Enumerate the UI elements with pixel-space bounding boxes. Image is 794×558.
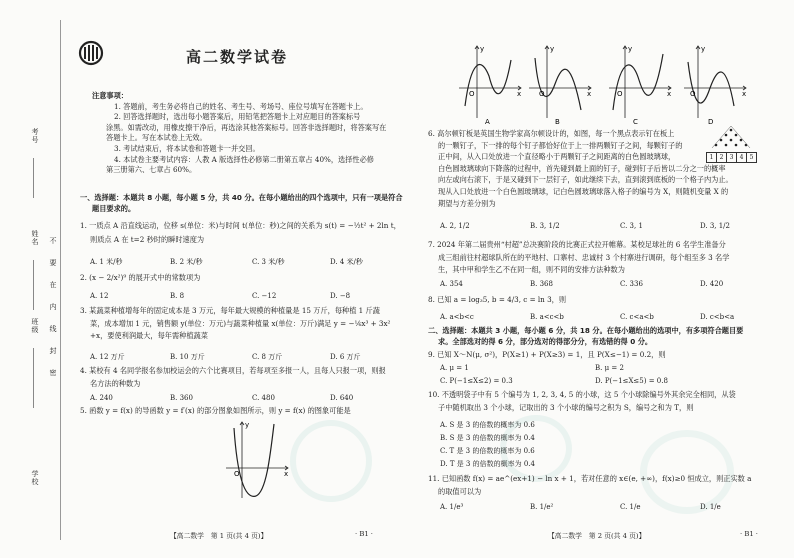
- y-axis-label: y: [628, 45, 633, 53]
- question-6: [428, 129, 733, 209]
- q3-option-b: B. 10 万斤: [170, 353, 205, 361]
- x-axis-label: x: [284, 470, 289, 478]
- q6-line: 向左或向右滚下，于是又碰到下一层钉子，如此继续下去，直到滚到底板的一个格子内为止。: [438, 175, 733, 185]
- q7-option-d: D. 420: [700, 280, 724, 288]
- section-2-heading: 二、选择题：本题共 3 小题，每小题 6 分，共 18 分。在每小题给出的选项中，有多项符合题目要: [428, 326, 744, 335]
- section-2: [428, 326, 743, 347]
- q1-stem-2: 则质点 A 在 t=2 秒时的瞬时速度为: [90, 234, 205, 244]
- q8-option-d: D. c<b<a: [700, 313, 735, 321]
- q11-option-b: B. 1/e²: [530, 503, 554, 511]
- q6-option-a: A. 2, 1/2: [440, 222, 470, 230]
- q10-option-b: B. S 是 3 的倍数的概率为 0.4: [440, 434, 535, 442]
- footer-right: 【高二数学 第 2 页(共 4 页)】: [548, 532, 646, 540]
- q10-option-c: C. T 是 3 的倍数的概率为 0.6: [440, 447, 535, 455]
- q11-option-a: A. 1/e³: [440, 503, 464, 511]
- exam-no-label: 考号: [31, 128, 39, 144]
- q1-option-b: B. 2 米/秒: [170, 258, 203, 266]
- q5-stem: 5. 函数 y = f(x) 的导函数 y = f′(x) 的部分图象如图所示，则 y = f(x) 的图象可能是: [80, 406, 351, 415]
- question-3: [80, 306, 390, 342]
- question-11: [428, 474, 751, 497]
- galton-box: 5: [747, 152, 757, 163]
- origin-label: O: [234, 470, 240, 478]
- q6-line: 正中间，从入口处放进一个直径略小于两颗钉子之间距离的白色圆玻璃球，: [438, 152, 676, 162]
- q4-option-b: B. 360: [170, 394, 193, 402]
- y-axis-label: y: [550, 45, 555, 53]
- seal-char: 线: [49, 325, 57, 333]
- question-10: [428, 390, 736, 413]
- q8-option-b: B. a<c<b: [530, 313, 564, 321]
- notice-item: 4. 本试卷主要考试内容：人教 A 版选择性必修第二册第五章占 40%，选择性必修: [114, 154, 374, 164]
- q9-option-b: B. μ = 2: [595, 364, 624, 372]
- q10-line: 10. 不透明袋子中有 5 个编号为 1, 2, 3, 4, 5 的小球，这 5 个小球除编号外其余完全相同，从袋: [428, 390, 736, 399]
- section-1: [80, 193, 403, 214]
- section-1-heading-2: 题目要求的。: [92, 203, 136, 213]
- seal-char: 内: [49, 303, 57, 311]
- q2-option-c: C. −12: [252, 292, 277, 300]
- notice-item: 3. 考试结束后，将本试卷和答题卡一并交回。: [114, 143, 260, 153]
- seal-char: 要: [49, 259, 57, 267]
- q7-line: 成三组前往村超球队所在的平地村、口寨村、忠诚村 3 个村寨进行调研，每个组至多 3 名学: [438, 252, 730, 262]
- q5-derivative-graph: [222, 418, 292, 500]
- notice-heading: 注意事项：: [92, 91, 128, 100]
- y-axis-label: y: [480, 45, 485, 53]
- publisher-logo: [78, 40, 104, 66]
- notice-item: 答题卡上。写在本试卷上无效。: [106, 133, 207, 143]
- q5-graph-label-c: C: [633, 118, 638, 125]
- name-line: [33, 260, 34, 310]
- exam-no-line: [33, 158, 34, 198]
- watermark: [290, 420, 372, 502]
- galton-boxes: [706, 152, 757, 163]
- question-1: [80, 221, 401, 245]
- q1-option-d: D. 4 米/秒: [330, 258, 363, 266]
- q11-line: 的取值可以为: [438, 486, 482, 496]
- section-1-heading: 一、选择题：本题共 8 小题，每小题 5 分，共 40 分。在每小题给出的四个选项中，只有一项是符合: [80, 193, 403, 202]
- name-label: 姓名: [31, 230, 39, 246]
- galton-box: 4: [737, 152, 747, 163]
- q11-option-d: D. 1/e: [700, 503, 721, 511]
- q2-option-a: A. 12: [90, 292, 109, 300]
- exam-title: 高二数学试卷: [186, 48, 289, 66]
- x-axis-label: x: [587, 90, 592, 98]
- seal-char: 密: [49, 369, 57, 377]
- q6-line: 的一颗钉子，下一排的每个钉子都恰好位于上一排两颗钉子之间，每颗钉子的: [438, 140, 683, 150]
- x-axis-label: x: [667, 90, 672, 98]
- q5-option-b-graph: [525, 40, 595, 125]
- q6-line: 现从入口处放进一个白色圆玻璃球，记白色圆玻璃球落入格子的编号为 X，则随机变量 X 的: [438, 186, 729, 196]
- origin-label: O: [539, 90, 545, 98]
- watermark: [640, 430, 734, 514]
- q2-option-b: B. 8: [170, 292, 185, 300]
- footer-right-code: · B1 ·: [740, 530, 758, 538]
- q4-option-d: D. 640: [330, 394, 354, 402]
- q10-line: 子中随机取出 3 个小球，记取出的 3 个小球的编号之积为 S，编号之和为 T，则: [438, 402, 694, 412]
- class-line: [33, 348, 34, 408]
- q8-option-a: A. a<b<c: [440, 313, 474, 321]
- q1-option-c: C. 3 米/秒: [252, 258, 285, 266]
- y-axis-label: y: [701, 45, 706, 53]
- q6-line: 6. 高尔顿钉板是英国生物学家高尔顿设计的，如图，每一个黑点表示钉在板上: [428, 129, 675, 138]
- binding-line: [60, 20, 61, 540]
- q5-option-a-graph: [455, 40, 525, 125]
- q1-option-a: A. 1 米/秒: [90, 258, 123, 266]
- q4-stem: 4. 某校有 4 名同学报名参加校运会的六个比赛项目，若每项至多报一人，且每人只报一项，则报: [80, 366, 386, 375]
- q7-option-c: C. 336: [620, 280, 643, 288]
- question-4: [80, 366, 386, 389]
- section-2-heading-2: 求。全部选对的得 6 分，部分选对的得部分分，有选错的得 0 分。: [438, 336, 653, 346]
- q11-option-c: C. 1/e: [620, 503, 641, 511]
- q3-stem: 3. 某蔬菜种植增每年的固定成本是 3 万元，每年最大规模的种植量是 15 万斤，每种植 1 斤蔬: [80, 306, 380, 315]
- q3-stem-2: 菜，成本增加 1 元，销售额 y(单位：万元)与蔬菜种植量 x(单位：万斤)满足 y = −⅙x³ + 3x²: [90, 318, 391, 328]
- q3-option-c: C. 8 万斤: [252, 353, 283, 361]
- q7-option-b: B. 368: [530, 280, 553, 288]
- q7-option-a: A. 354: [440, 280, 463, 288]
- notice-item: 涂黑。如需改动，用橡皮擦干净后，再选涂其他答案标号。回答非选择题时，将答案写在: [106, 122, 387, 132]
- q7-line: 生，其中甲和学生乙不在同一组，则不同的安排方法种数为: [438, 265, 625, 275]
- notice-item: 第三册第六、七章占 60%。: [106, 165, 197, 175]
- q6-option-c: C. 3, 1: [620, 222, 643, 230]
- notice: [92, 91, 386, 176]
- x-axis-label: x: [517, 90, 522, 98]
- y-axis-label: y: [245, 421, 250, 429]
- q5-option-c-graph: [605, 40, 675, 125]
- q6-line: 白色圆玻璃球向下降落的过程中，首先碰到最上面的钉子，碰到钉子后皆以二分之一的概率: [438, 163, 726, 173]
- q4-option-a: A. 240: [90, 394, 113, 402]
- q10-option-a: A. S 是 3 的倍数的概率为 0.6: [440, 421, 535, 429]
- x-axis-label: x: [742, 90, 747, 98]
- q9-stem: 9. 已知 X～N(μ, σ²)，P(X≥1) + P(X≥3) = 1，且 P(X≤−1) = 0.2，则: [428, 350, 666, 359]
- q9-option-d: D. P(−1≤X≤5) = 0.8: [595, 377, 668, 385]
- q3-option-d: D. 6 万斤: [330, 353, 361, 361]
- footer-left: 【高二数学 第 1 页(共 4 页)】: [170, 532, 268, 540]
- galton-box: 3: [727, 152, 737, 163]
- seal-warning: [48, 230, 58, 384]
- q2-stem: 2. (x − 2/x²)⁹ 的展开式中的常数项为: [80, 273, 201, 282]
- q4-stem-2: 名方法的种数为: [90, 378, 141, 388]
- q6-option-b: B. 3, 1/2: [530, 222, 560, 230]
- origin-label: O: [690, 90, 696, 98]
- origin-label: O: [469, 90, 475, 98]
- seal-char: 不: [49, 237, 57, 245]
- q4-option-c: C. 480: [252, 394, 275, 402]
- q1-stem: 1. 一质点 A 沿直线运动，位移 s(单位：米)与时间 t(单位：秒)之间的关系为 s(t) = −½t² + 2ln t，: [80, 221, 401, 230]
- class-label: 班级: [31, 318, 39, 334]
- seal-char: 在: [49, 281, 57, 289]
- q9-option-a: A. μ = 1: [440, 364, 469, 372]
- galton-box: 1: [706, 152, 717, 163]
- q5-graph-label-b: B: [555, 118, 560, 125]
- school-label: 学校: [31, 470, 39, 486]
- q8-option-c: C. c<a<b: [620, 313, 654, 321]
- q8-stem: 8. 已知 a = log₃5, b = 4/3, c = ln 3，则: [428, 295, 567, 304]
- q5-option-d-graph: [680, 40, 750, 125]
- question-7: [428, 240, 729, 276]
- q5-graph-label-d: D: [708, 118, 714, 125]
- origin-label: O: [617, 90, 623, 98]
- q3-stem-3: +x，要使利润最大，每年需种植蔬菜: [90, 331, 208, 341]
- q9-option-c: C. P(−1≤X≤2) = 0.3: [440, 377, 513, 385]
- q5-graph-label-a: A: [485, 118, 490, 125]
- q2-option-d: D. −8: [330, 292, 351, 300]
- q6-line: 期望与方差分别为: [438, 198, 496, 208]
- q6-option-d: D. 3, 1/2: [700, 222, 730, 230]
- q10-option-d: D. T 是 3 的倍数的概率为 0.4: [440, 460, 535, 468]
- notice-item: 1. 答题前，考生务必将自己的姓名、考生号、考场号、座位号填写在答题卡上。: [114, 101, 368, 111]
- seal-char: 封: [49, 347, 57, 355]
- q7-line: 7. 2024 年第二届贵州“村超”总决赛阶段的比赛正式拉开帷幕。某校足球社的 6 名学生准备分: [428, 240, 726, 249]
- q11-line: 11. 已知函数 f(x) = ae^(ex+1) − ln x + 1，若对任意的 x∈(e, +∞)，f(x)≥0 恒成立，则正实数 a: [428, 474, 752, 483]
- watermark: [500, 415, 572, 482]
- notice-item: 2. 回答选择题时，选出每小题答案后，用铅笔把答题卡上对应题目的答案标号: [114, 112, 361, 122]
- footer-left-code: · B1 ·: [355, 530, 373, 538]
- galton-box: 2: [717, 152, 727, 163]
- q3-option-a: A. 12 万斤: [90, 353, 125, 361]
